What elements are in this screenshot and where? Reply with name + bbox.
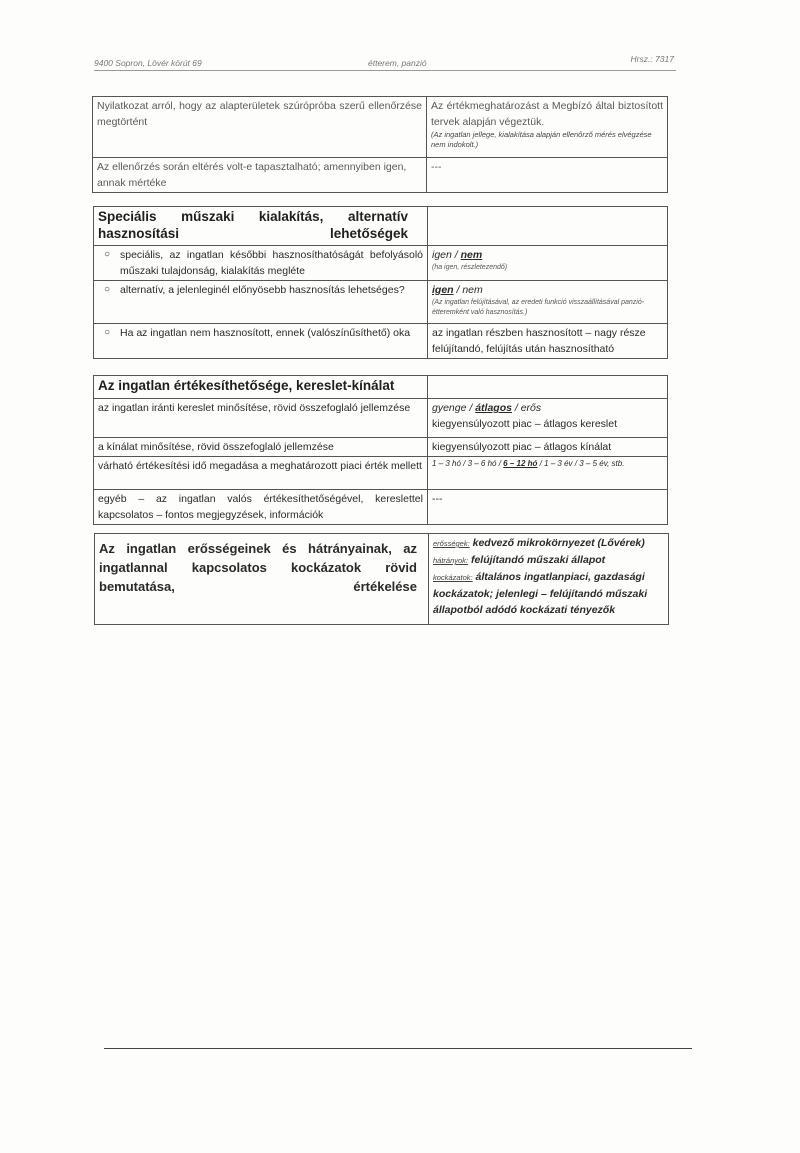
deviation-value: --- [427,158,668,193]
verification-note: (Az ingatlan jellege, kialakítása alapján ellenőrző mérés elvégzése nem indokolt.) [431,130,652,149]
table-row [94,207,668,246]
section-heading: Speciális műszaki kialakítás, alternatív hasznosítási lehetőségek [98,209,408,241]
demand-summary: kiegyensúlyozott piac – átlagos kereslet [432,418,618,430]
verification-label: Nyilatkozat arról, hogy az alapterületek szúrópróba szerű ellenőrzése megtörtént [93,97,427,158]
strengths-risks-heading-cell [95,534,429,625]
special-property-note: (ha igen, részletezendő) [432,264,508,271]
weaknesses-value: felújítandó műszaki állapot [470,554,606,566]
alternative-use-option-selected: igen [432,284,454,296]
verification-table [92,96,668,193]
bullet-icon: ○ [104,284,111,295]
table-row [94,490,668,525]
marketability-table [93,375,668,525]
strengths-value: kedvező mikrokörnyezet (Lővérek) [472,537,645,549]
other-remarks-value: --- [428,490,668,525]
table-row [94,246,668,281]
table-row [93,97,668,158]
sale-time-label: várható értékesítési idő megadása a meghatározott piaci érték mellett [94,457,428,490]
page-header [94,54,674,70]
strengths-risks-value-cell [429,534,669,625]
special-property-label: speciális, az ingatlan későbbi hasznosíthatóságát befolyásoló műszaki tulajdonság, kialakítás megléte [120,249,423,277]
strengths-label: erősségek: [433,539,470,548]
header-type: étterem, panzió [368,58,427,68]
special-technical-table [93,206,668,359]
demand-option-strong: / erős [511,402,542,414]
sale-time-option-selected: 6 – 12 hó [503,459,538,468]
demand-label: az ingatlan iránti kereslet minősítése, rövid összefoglaló jellemzése [94,399,428,438]
deviation-label: Az ellenőrzés során eltérés volt-e tapasztalható; amennyiben igen, annak mértéke [93,158,427,193]
alternative-use-label: alternatív, a jelenleginél előnyösebb hasznosítás lehetséges? [120,284,405,296]
table-row [94,457,668,490]
other-remarks-label: egyéb – az ingatlan valós értékesíthetőségével, kereslettel kapcsolatos – fontos megjegyzések, információk [94,490,428,525]
strengths-risks-table [94,533,669,625]
table-row [94,399,668,438]
risks-value: általános ingatlanpiaci, gazdasági kockázatok; jelenlegi – felújítandó műszaki állapotból adódó kockázati tényezők [433,571,648,616]
demand-option-selected: átlagos [475,402,512,414]
alternative-use-note: (Az ingatlan felújításával, az eredeti funkció visszaállításával panzió-étteremként való hasznosítás.) [432,299,645,316]
verification-value: Az értékmeghatározást a Megbízó által biztosított tervek alapján végeztük. [431,100,663,128]
special-property-option-yes: igen / [432,249,461,261]
table-row [93,158,668,193]
footer-divider [104,1048,692,1049]
header-hrsz: Hrsz.: 7317 [630,54,674,64]
supply-label: a kínálat minősítése, rövid összefoglaló jellemzése [94,438,428,457]
unused-reason-value: az ingatlan részben hasznosított – nagy része felújítandó, felújítás után hasznosítható [428,324,668,359]
bullet-icon: ○ [104,249,111,260]
empty-cell [428,376,668,399]
section-heading: Az ingatlan értékesíthetősége, kereslet-kínálat [98,378,395,393]
alternative-use-label-cell [94,281,428,324]
header-address: 9400 Sopron, Lövér körút 69 [94,58,202,68]
empty-cell [428,207,668,246]
alternative-use-option-no: / nem [453,284,483,296]
section-heading: Az ingatlan erősségeinek és hátrányainak, az ingatlannal kapcsolatos kockázatok rövid bemutatása, értékelése [99,541,417,594]
sale-time-options-after: / 1 – 3 év / 3 – 5 év, stb. [537,459,625,468]
alternative-use-value-cell [428,281,668,324]
table-row [95,534,669,625]
marketability-heading-cell [94,376,428,399]
table-row [94,281,668,324]
table-row [94,324,668,359]
supply-value: kiegyensúlyozott piac – átlagos kínálat [428,438,668,457]
unused-reason-label-cell [94,324,428,359]
verification-value-cell [427,97,668,158]
weaknesses-label: hátrányok: [433,556,469,565]
sale-time-value-cell [428,457,668,490]
table-row [94,376,668,399]
table-row [94,438,668,457]
special-technical-heading-cell [94,207,428,246]
risks-label: kockázatok: [433,573,473,582]
special-property-value-cell [428,246,668,281]
bullet-icon: ○ [104,327,111,338]
unused-reason-label: Ha az ingatlan nem hasznosított, ennek (valószínűsíthető) oka [120,327,411,339]
special-property-option-selected: nem [460,249,483,261]
demand-value-cell [428,399,668,438]
special-property-label-cell [94,246,428,281]
sale-time-options-before: 1 – 3 hó / 3 – 6 hó / [432,459,504,468]
header-divider [94,70,676,71]
demand-option-weak: gyenge / [432,402,476,414]
